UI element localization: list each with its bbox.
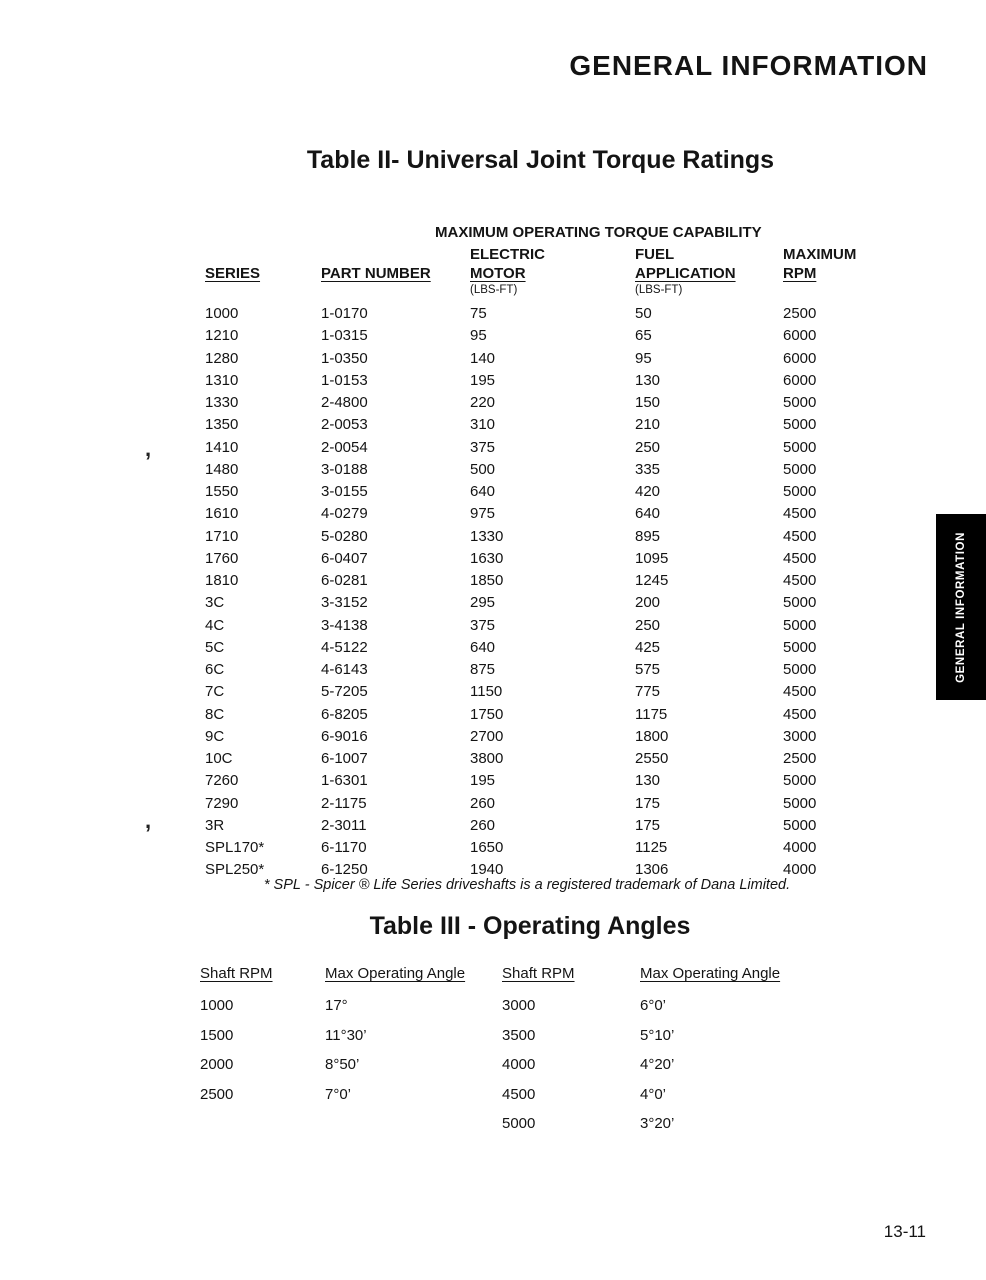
table-cell: 1245 [635, 572, 669, 589]
table-row [205, 839, 895, 861]
spacer [205, 246, 321, 265]
table-cell: 1-0315 [321, 327, 368, 345]
table-cell: 375 [470, 438, 496, 456]
table-cell: 3000 [783, 727, 817, 745]
table-cell: 10C [205, 750, 233, 767]
table-cell: 1-0170 [321, 305, 368, 322]
table-cell: 130 [635, 371, 661, 389]
page-number: 13-11 [883, 1222, 926, 1241]
table-cell: 7290 [205, 794, 239, 812]
table-cell: 250 [635, 438, 661, 456]
column-header-shaft-rpm: Shaft RPM [502, 965, 575, 982]
table-row [205, 750, 895, 772]
table-cell: 2-0053 [321, 416, 368, 434]
table-cell: 1210 [205, 327, 239, 345]
table-cell: 1000 [200, 997, 234, 1014]
table-cell: 3°20’ [640, 1115, 675, 1132]
table-cell [200, 1115, 325, 1145]
table-row [205, 661, 895, 683]
table-cell: 1095 [635, 549, 669, 567]
table-row [205, 728, 895, 750]
table-row [205, 483, 895, 505]
table-cell: 250 [635, 616, 661, 634]
table-cell: 895 [635, 527, 661, 545]
table-cell: 640 [470, 483, 496, 500]
table-cell: 4C [205, 616, 225, 634]
column-header-application: APPLICATION [635, 265, 736, 282]
table-row [205, 372, 895, 394]
table-cell: 5000 [783, 483, 817, 500]
column-header-series: SERIES [205, 265, 261, 282]
table-cell: 3R [205, 816, 225, 834]
table-cell: 5000 [783, 460, 817, 478]
table-cell: 65 [635, 327, 652, 345]
table-row [205, 617, 895, 639]
table-row [205, 305, 895, 327]
table-cell: 2550 [635, 750, 669, 767]
table-cell: 6000 [783, 371, 817, 389]
table-cell: 1410 [205, 438, 239, 456]
table-cell: 4-6143 [321, 661, 368, 678]
table-cell: 1810 [205, 572, 239, 589]
table-cell: 220 [470, 394, 496, 411]
table-cell: 5000 [783, 416, 817, 434]
table-cell: 6°0’ [640, 997, 667, 1014]
table-row [200, 1086, 840, 1116]
table-cell: 640 [470, 638, 496, 656]
table-cell: 8C [205, 705, 225, 723]
table-cell: 6-1007 [321, 750, 368, 767]
table-row [200, 1056, 840, 1086]
table-cell: 8°50’ [325, 1056, 360, 1073]
table-cell: 1850 [470, 572, 504, 589]
spacer [783, 284, 895, 305]
column-header-part-number: PART NUMBER [321, 265, 431, 282]
table-cell: 420 [635, 483, 661, 500]
table-cell: 2500 [783, 305, 817, 322]
section-tab-label: GENERAL INFORMATION [955, 531, 967, 683]
column-header-shaft-rpm: Shaft RPM [200, 965, 273, 982]
table-row [205, 795, 895, 817]
table-cell: 1760 [205, 549, 239, 567]
table-cell: 875 [470, 661, 496, 678]
table-row [205, 505, 895, 527]
table-cell: 975 [470, 505, 496, 523]
table-cell: 335 [635, 460, 661, 478]
table-cell: 1-6301 [321, 772, 368, 790]
table-cell: 1550 [205, 483, 239, 500]
table-cell: 3-3152 [321, 594, 368, 612]
table-cell: 75 [470, 305, 487, 322]
table-cell: 195 [470, 371, 496, 389]
table-cell: 775 [635, 683, 661, 701]
table-cell: 210 [635, 416, 661, 434]
table-cell: 1-0153 [321, 371, 368, 389]
table-row [205, 350, 895, 372]
table-cell: 1-0350 [321, 349, 368, 367]
table-cell: 4500 [783, 549, 817, 567]
column-header-maximum: MAXIMUM [783, 246, 857, 263]
table2-title: Table II- Universal Joint Torque Ratings [306, 146, 775, 174]
table-row [205, 394, 895, 416]
table-cell: 5-0280 [321, 527, 368, 545]
page-header: GENERAL INFORMATION [569, 50, 928, 81]
table-cell: 6000 [783, 349, 817, 367]
table-row [205, 706, 895, 728]
table-cell: 425 [635, 638, 661, 656]
table-cell: 1330 [470, 527, 504, 545]
table-cell: 4500 [783, 572, 817, 589]
table-row [205, 683, 895, 705]
table-cell: 5°10’ [640, 1026, 675, 1044]
column-header-max-angle: Max Operating Angle [640, 965, 781, 982]
table-cell: 310 [470, 416, 496, 434]
table-cell: 11°30’ [325, 1026, 367, 1044]
table-cell: 7C [205, 683, 225, 701]
table-cell: 2500 [200, 1085, 234, 1103]
table-cell: 500 [470, 460, 496, 478]
table-cell: 640 [635, 505, 661, 523]
table-cell: 1500 [200, 1026, 234, 1044]
table2-caption: MAXIMUM OPERATING TORQUE CAPABILITY [435, 224, 762, 241]
table-cell: 1350 [205, 416, 239, 434]
table-row [205, 461, 895, 483]
table-cell: 4500 [783, 527, 817, 545]
table-row [200, 997, 840, 1027]
table-cell: 4000 [502, 1056, 536, 1073]
table-cell: 1280 [205, 349, 239, 367]
table-row [205, 327, 895, 349]
table-cell: 4500 [502, 1085, 536, 1103]
table-cell: 1630 [470, 549, 504, 567]
table3-title: Table III - Operating Angles [369, 912, 691, 940]
table-cell: 5000 [783, 816, 817, 834]
table-cell: 2-1175 [321, 794, 367, 812]
table-cell [325, 1115, 502, 1145]
table-cell: 140 [470, 349, 496, 367]
table-cell: 5000 [783, 394, 817, 411]
table-cell: 7°0’ [325, 1085, 352, 1103]
table-cell: 260 [470, 816, 496, 834]
table-cell: 3C [205, 594, 225, 612]
table2-header-line2 [205, 265, 895, 284]
table-cell: 3-0155 [321, 483, 368, 500]
table-cell: 1800 [635, 727, 669, 745]
column-header-electric: ELECTRIC [470, 246, 545, 263]
table-cell: 1310 [205, 371, 239, 389]
table-cell: 3500 [502, 1026, 536, 1044]
table-cell: 5000 [502, 1115, 536, 1132]
table2-header-line1 [205, 246, 895, 265]
table-cell: 2-4800 [321, 394, 368, 411]
table-cell: 130 [635, 772, 661, 790]
table-cell: 4°0’ [640, 1085, 667, 1103]
table-cell: 1306 [635, 861, 669, 879]
spacer [205, 284, 321, 305]
handwritten-mark: , [145, 436, 152, 461]
footnote: * SPL - Spicer ® Life Series driveshafts is a registered trademark of Dana Limited. [263, 877, 791, 893]
column-header-fuel: FUEL [635, 246, 675, 263]
table-cell: 3-4138 [321, 616, 368, 634]
table-cell: 6-9016 [321, 727, 368, 745]
table-cell: 6-1250 [321, 861, 368, 879]
table-cell: 5000 [783, 794, 817, 812]
table-cell: 1330 [205, 394, 239, 411]
table-cell: 5000 [783, 438, 817, 456]
table-cell: 4°20’ [640, 1056, 675, 1073]
table-cell: 1000 [205, 305, 239, 322]
table-row [205, 550, 895, 572]
table-cell: 375 [470, 616, 496, 634]
table-cell: 5000 [783, 661, 817, 678]
table-row [200, 1027, 840, 1057]
table-cell: 6-8205 [321, 705, 368, 723]
table-cell: SPL170* [205, 839, 265, 856]
torque-ratings-table [205, 246, 895, 884]
table-cell: SPL250* [205, 861, 265, 879]
table-cell: 175 [635, 794, 661, 812]
spacer [321, 284, 470, 305]
table-row [205, 817, 895, 839]
column-header-motor: MOTOR [470, 265, 526, 282]
table-cell: 95 [635, 349, 652, 367]
angles-table-body [200, 997, 840, 1145]
table-cell: 4000 [783, 839, 817, 856]
table-cell: 5000 [783, 594, 817, 612]
table-cell: 4-0279 [321, 505, 368, 523]
column-header-rpm: RPM [783, 265, 817, 282]
table-cell: 5000 [783, 772, 817, 790]
table-cell: 1710 [205, 527, 239, 545]
table-cell: 150 [635, 394, 661, 411]
table-cell: 1750 [470, 705, 504, 723]
table-cell: 260 [470, 794, 496, 812]
table-row [205, 416, 895, 438]
table-cell: 175 [635, 816, 661, 834]
table-cell: 575 [635, 661, 661, 678]
table-cell: 1125 [635, 839, 668, 856]
table-cell: 4000 [783, 861, 817, 879]
table-cell: 95 [470, 327, 487, 345]
table-cell: 3000 [502, 997, 536, 1014]
table-cell: 1940 [470, 861, 504, 879]
table-cell: 1175 [635, 705, 668, 723]
handwritten-mark: , [145, 808, 152, 833]
table-cell: 3-0188 [321, 460, 368, 478]
table-cell: 9C [205, 727, 225, 745]
units-label: (LBS-FT) [470, 284, 518, 296]
units-label: (LBS-FT) [635, 284, 683, 296]
table2-units-line [205, 284, 895, 305]
table-row [205, 772, 895, 794]
table3-header [200, 965, 840, 997]
torque-table-body [205, 305, 895, 884]
table-cell: 5000 [783, 638, 817, 656]
table-cell: 6C [205, 661, 225, 678]
table-cell: 3800 [470, 750, 504, 767]
table-cell: 195 [470, 772, 496, 790]
table-cell: 1150 [470, 683, 503, 701]
table-cell: 6000 [783, 327, 817, 345]
table-cell: 295 [470, 594, 496, 612]
table-cell: 4-5122 [321, 638, 368, 656]
table-cell: 4500 [783, 705, 817, 723]
table-cell: 5-7205 [321, 683, 368, 701]
table-cell: 2500 [783, 750, 817, 767]
operating-angles-table [200, 965, 840, 1145]
table-cell: 1610 [205, 505, 239, 523]
table-cell: 2-0054 [321, 438, 368, 456]
table-row [205, 528, 895, 550]
table-cell: 2700 [470, 727, 504, 745]
column-header-max-angle: Max Operating Angle [325, 965, 466, 982]
table-row [205, 639, 895, 661]
table-row [205, 572, 895, 594]
table-cell: 5000 [783, 616, 817, 634]
table-cell: 7260 [205, 772, 239, 790]
table-cell: 6-0407 [321, 549, 368, 567]
table-cell: 200 [635, 594, 661, 612]
table-cell: 2-3011 [321, 816, 367, 834]
spacer [321, 246, 470, 265]
table-cell: 4500 [783, 505, 817, 523]
table-cell: 6-0281 [321, 572, 368, 589]
table-row [205, 439, 895, 461]
table-cell: 50 [635, 305, 652, 322]
table-cell: 17° [325, 997, 348, 1014]
table-cell: 4500 [783, 683, 817, 701]
table-cell: 2000 [200, 1056, 234, 1073]
table-cell: 5C [205, 638, 225, 656]
table-cell: 1650 [470, 839, 504, 856]
table-cell: 6-1170 [321, 839, 367, 856]
table-row [200, 1115, 840, 1145]
table-row [205, 594, 895, 616]
section-tab [936, 514, 986, 700]
table-cell: 1480 [205, 460, 239, 478]
